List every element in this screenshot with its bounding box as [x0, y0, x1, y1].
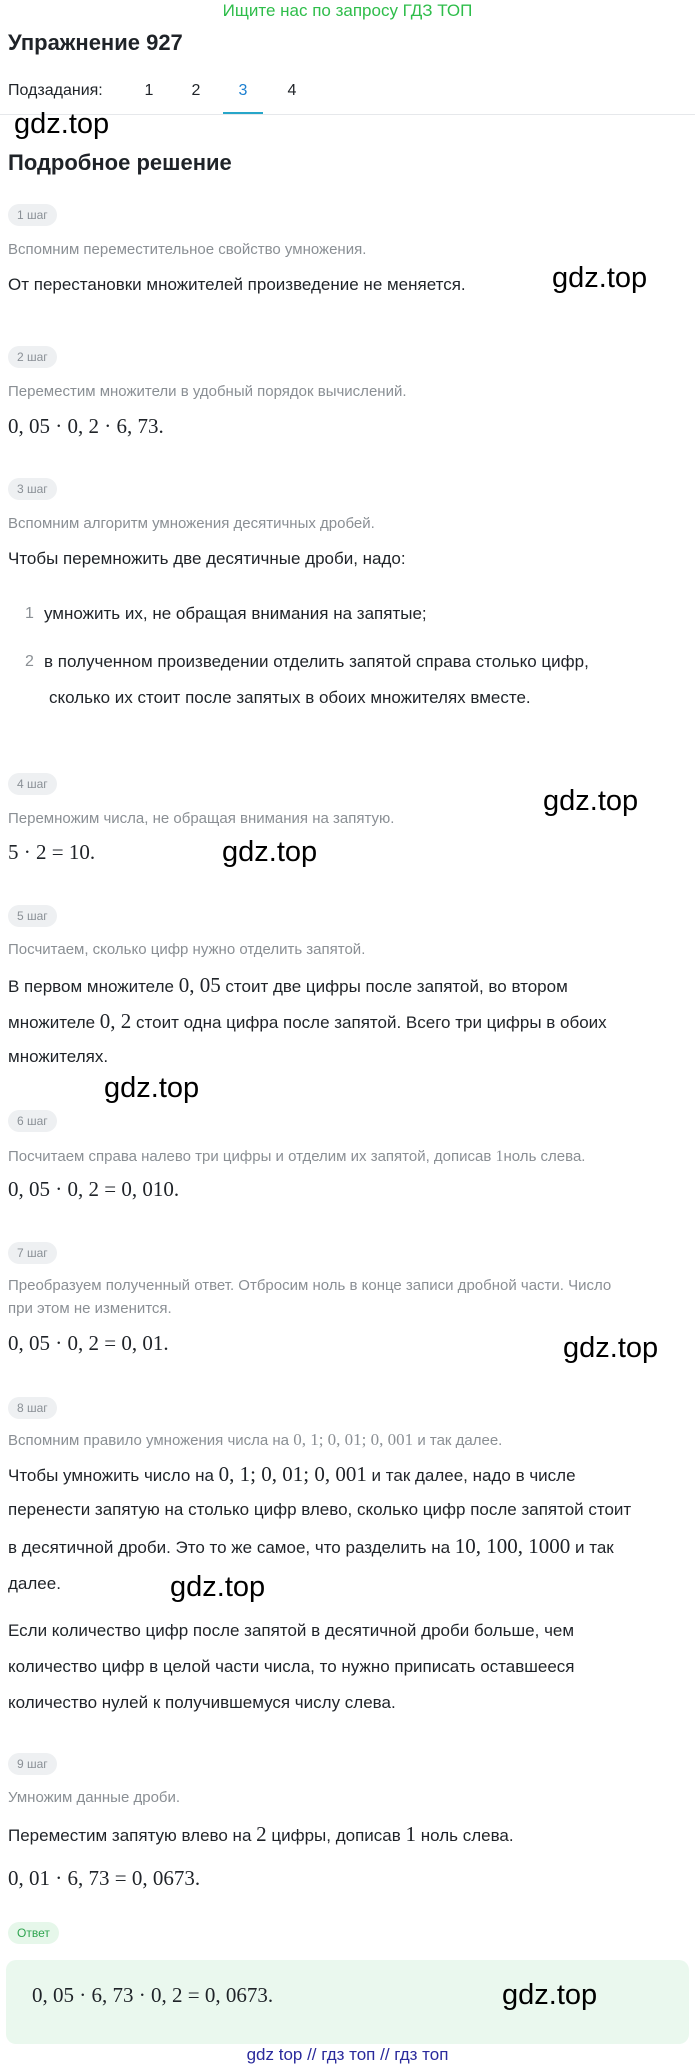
step-hint: Посчитаем справа налево три цифры и отделим их запятой, дописав 1ноль слева. [8, 1148, 586, 1165]
step-badge: 2 шаг [8, 346, 57, 368]
step-badge: 3 шаг [8, 478, 57, 500]
watermark: gdz.top [563, 1332, 659, 1364]
step-text: перенести запятую на столько цифр влево, сколько цифр после запятой стоит [8, 1500, 632, 1519]
step-hint: Посчитаем, сколько цифр нужно отделить запятой. [8, 941, 366, 958]
watermark: gdz.top [222, 836, 318, 868]
subtask-tab-2[interactable]: 2 [191, 82, 201, 99]
step-hint: Вспомним правило умножения числа на 0, 1; 0, 01; 0, 001 и так далее. [8, 1430, 503, 1449]
step-text: количество нулей к получившемуся числу слева. [8, 1693, 396, 1712]
step-badge: 1 шаг [8, 204, 57, 226]
step-badge: 9 шаг [8, 1753, 57, 1775]
footer-links[interactable]: gdz top // гдз топ // гдз топ [246, 2045, 449, 2064]
watermark: gdz.top [502, 1979, 598, 2011]
search-promo-text: Ищите нас по запросу ГДЗ ТОП [222, 1, 473, 20]
step-text: Чтобы перемножить две десятичные дроби, надо: [8, 549, 406, 568]
step-text: Если количество цифр после запятой в десятичной дроби больше, чем [8, 1621, 575, 1640]
step-text: множителях. [8, 1047, 109, 1066]
section-title: Подробное решение [8, 150, 232, 175]
subtasks-label: Подзадания: [8, 82, 103, 99]
watermark: gdz.top [170, 1571, 266, 1603]
step-text: От перестановки множителей произведение не меняется. [8, 275, 466, 294]
watermark: gdz.top [14, 108, 110, 140]
page-title: Упражнение 927 [8, 30, 183, 55]
list-item: умножить их, не обращая внимания на запятые; [44, 604, 427, 623]
list-item: в полученном произведении отделить запятой справа столько цифр, [44, 652, 589, 671]
step-formula: 0, 05 · 0, 2 = 0, 01. [8, 1331, 169, 1355]
subtask-tab-3-active[interactable]: 3 [238, 82, 248, 99]
step-formula: 0, 05 · 0, 2 · 6, 73. [8, 414, 164, 438]
answer-badge: Ответ [8, 1922, 59, 1944]
step-text: количество цифр в целой части числа, то нужно приписать оставшееся [8, 1657, 575, 1676]
step-text: Переместим запятую влево на 2 цифры, дописав 1 ноль слева. [8, 1822, 514, 1846]
step-text: Чтобы умножить число на 0, 1; 0, 01; 0, 001 и так далее, надо в числе [8, 1462, 576, 1486]
step-hint: Вспомним алгоритм умножения десятичных дробей. [8, 515, 375, 532]
subtask-tab-4[interactable]: 4 [287, 82, 297, 99]
step-hint: Перемножим числа, не обращая внимания на запятую. [8, 810, 395, 827]
list-item-continuation: сколько их стоит после запятых в обоих множителях вместе. [49, 688, 531, 707]
step-text: в десятичной дроби. Это то же самое, что разделить на 10, 100, 1000 и так [8, 1534, 614, 1558]
watermark: gdz.top [104, 1072, 200, 1104]
step-hint: при этом не изменится. [8, 1300, 172, 1317]
step-text: множителе 0, 2 стоит одна цифра после запятой. Всего три цифры в обоих [8, 1009, 607, 1033]
watermark: gdz.top [552, 262, 648, 294]
step-hint: Преобразуем полученный ответ. Отбросим ноль в конце записи дробной части. Число [8, 1277, 612, 1294]
answer-formula: 0, 05 · 6, 73 · 0, 2 = 0, 0673. [32, 1983, 274, 2007]
step-badge: 6 шаг [8, 1110, 57, 1132]
step-hint: Переместим множители в удобный порядок вычислений. [8, 383, 407, 400]
step-formula: 0, 05 · 0, 2 = 0, 010. [8, 1177, 180, 1201]
step-badge: 8 шаг [8, 1397, 57, 1419]
step-formula: 5 · 2 = 10. [8, 840, 96, 864]
step-hint: Умножим данные дроби. [8, 1789, 181, 1806]
step-text: далее. [8, 1574, 61, 1593]
step-badge: 7 шаг [8, 1242, 57, 1264]
list-number: 1 [25, 605, 34, 622]
list-number: 2 [25, 653, 34, 670]
step-hint: Вспомним переместительное свойство умножения. [8, 241, 367, 258]
watermark: gdz.top [543, 785, 639, 817]
subtask-tab-1[interactable]: 1 [144, 82, 154, 99]
step-badge: 5 шаг [8, 905, 57, 927]
step-text: В первом множителе 0, 05 стоит две цифры после запятой, во втором [8, 973, 568, 997]
step-badge: 4 шаг [8, 773, 57, 795]
step-formula: 0, 01 · 6, 73 = 0, 0673. [8, 1866, 201, 1890]
